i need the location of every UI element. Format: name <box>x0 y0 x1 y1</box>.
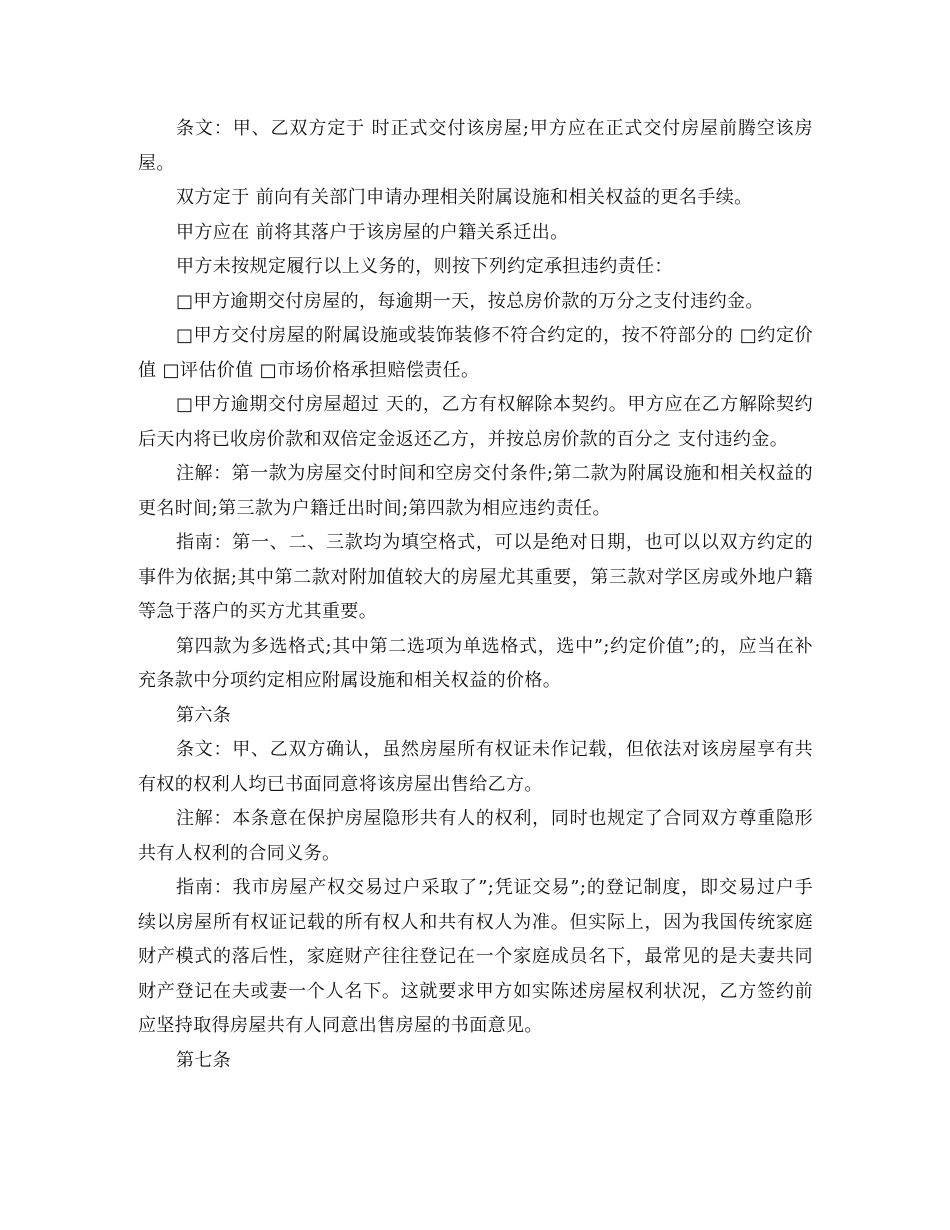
paragraph-note: 注解：第一款为房屋交付时间和空房交付条件;第二款为附属设施和相关权益的更名时间;第三款为户籍迁出时间;第四款为相应违约责任。 <box>138 463 813 519</box>
paragraph-rename-procedure: 双方定于 前向有关部门申请办理相关附属设施和相关权益的更名手续。 <box>176 187 753 208</box>
paragraph-article6-guide: 指南：我市房屋产权交易过户采取了”;凭证交易”;的登记制度，即交易过户手续以房屋所有权证记载的所有权人和共有权人为准。但实际上，因为我国传统家庭财产模式的落后性，家庭财产往往登记在一个家庭成员名下，最常见的是夫妻共同财产登记在夫或妻一个人名下。这就要求甲方如实陈述房屋权利状况，乙方签约前应坚持取得房屋共有人同意出售房屋的书面意见。 <box>138 877 813 1036</box>
article-heading-6: 第六条 <box>176 704 232 726</box>
article-heading-7: 第七条 <box>176 1049 232 1071</box>
paragraph-option-facilities: □甲方交付房屋的附属设施或装饰装修不符合约定的，按不符部分的 □约定价值 □评估价值 □市场价格承担赔偿责任。 <box>138 325 813 381</box>
paragraph-article6-note: 注解：本条意在保护房屋隐形共有人的权利，同时也规定了合同双方尊重隐形共有人权利的合同义务。 <box>138 808 813 864</box>
paragraph-household-registration: 甲方应在 前将其落户于该房屋的户籍关系迁出。 <box>176 221 569 243</box>
paragraph-guide: 指南：第一、二、三款均为填空格式，可以是绝对日期，也可以以双方约定的事件为依据;其中第二款对附加值较大的房屋尤其重要，第三款对学区房或外地户籍等急于落户的买方尤其重要。 <box>138 532 813 622</box>
paragraph-delivery-clause: 条文：甲、乙双方定于 时正式交付该房屋;甲方应在正式交付房屋前腾空该房屋。 <box>138 118 813 174</box>
paragraph-article6-clause: 条文：甲、乙双方确认，虽然房屋所有权证未作记载，但依法对该房屋享有共有权的权利人均已书面同意将该房屋出售给乙方。 <box>138 739 813 795</box>
paragraph-option-late-delivery: □甲方逾期交付房屋的，每逾期一天，按总房价款的万分之支付违约金。 <box>176 290 764 312</box>
paragraph-option-termination: □甲方逾期交付房屋超过 天的，乙方有权解除本契约。甲方应在乙方解除契约后天内将已收房价款和双倍定金返还乙方，并按总房价款的百分之 支付违约金。 <box>138 394 813 450</box>
paragraph-breach-intro: 甲方未按规定履行以上义务的，则按下列约定承担违约责任： <box>176 256 673 277</box>
document-body <box>138 112 813 1078</box>
paragraph-multiple-choice: 第四款为多选格式;其中第二选项为单选格式，选中”;约定价值”;的，应当在补充条款中分项约定相应附属设施和相关权益的价格。 <box>138 635 813 691</box>
